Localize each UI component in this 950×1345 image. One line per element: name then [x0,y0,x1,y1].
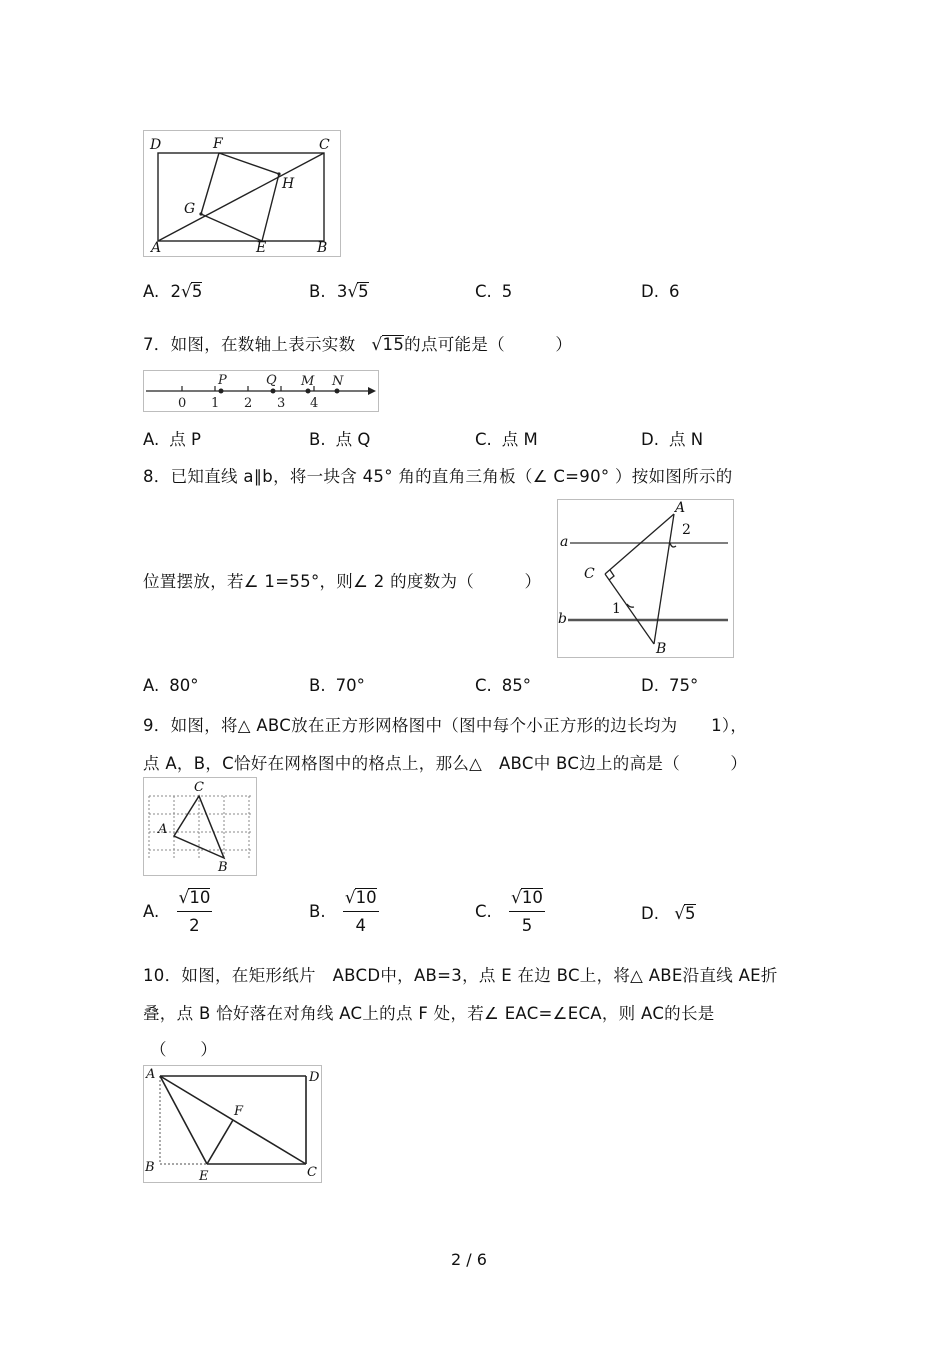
q9-figure-svg [144,778,256,875]
q6-figure [143,130,341,257]
q8-label-C: C [584,566,595,582]
q10-label-D: D [309,1070,320,1085]
q8-triangle-figure [557,499,734,658]
q8-option-b: B. 70° [309,676,365,695]
q8-label-angle-2: 2 [682,522,691,538]
q6-label-A: A [151,240,162,256]
q8-label-B: B [656,641,667,657]
q8-question-line1: 8．已知直线 a∥b，将一块含 45° 角的直角三角板（∠ C=90° ）按如图所示的 [143,467,733,486]
q7-point-P: P [218,373,227,388]
q8-label-angle-1: 1 [612,601,621,617]
q7-number-line-svg [144,371,378,411]
q7-point-Q: Q [266,373,277,388]
q6-label-H: H [282,176,295,192]
q7-tick-2: 2 [244,396,253,411]
q6-label-E: E [256,240,267,256]
q6-option-d: D. 6 [641,282,680,301]
q6-label-C: C [319,137,330,153]
q9-label-A: A [158,822,168,837]
q8-option-a: A. 80° [143,676,199,695]
q9-label-C: C [194,780,204,795]
q10-label-B: B [145,1160,155,1175]
q6-option-b: B. 3√5 [309,282,369,302]
q10-label-F: F [234,1104,244,1119]
q7-option-c: C. 点 M [475,430,538,449]
q10-rectangle-figure [143,1065,322,1183]
q7-tick-0: 0 [178,396,187,411]
q10-label-C: C [307,1165,317,1180]
q8-label-A: A [675,500,686,516]
q10-label-A: A [146,1067,156,1082]
q10-question-line1: 10．如图，在矩形纸片 ABCD中，AB=3，点 E 在边 BC上，将△ ABE沿直线 AE折 [143,966,778,985]
q8-question-line2: 位置摆放，若∠ 1=55°，则∠ 2 的度数为（ ） [143,572,542,591]
q6-label-F: F [213,136,223,152]
q6-label-G: G [184,201,196,217]
q9-option-d: D. √5 [641,904,696,924]
q9-option-c: C. $\frac{√10}{5}$ [475,888,543,935]
q9-question-line2: 点 A，B，C恰好在网格图中的格点上，那么△ ABC中 BC边上的高是（ ） [143,754,748,773]
q7-tick-3: 3 [277,396,286,411]
q7-tick-1: 1 [211,396,220,411]
q7-option-d: D. 点 N [641,430,704,449]
q7-option-a: A. 点 P [143,430,201,449]
q9-label-B: B [218,860,228,875]
q7-option-b: B. 点 Q [309,430,371,449]
q7-point-N: N [332,374,344,389]
q8-label-line-b: b [558,611,567,627]
page-number: 2 / 6 [451,1250,487,1269]
q6-label-B: B [317,240,328,256]
q7-number-line-figure [143,370,379,412]
q6-figure-svg [144,131,340,256]
q8-figure-svg [558,500,733,657]
q8-label-line-a: a [560,534,569,550]
q7-tick-4: 4 [310,396,319,411]
q7-question: 7．如图，在数轴上表示实数 √15的点可能是（ ） [143,335,573,355]
q10-label-E: E [199,1169,209,1182]
q7-point-M: M [301,374,315,389]
q9-option-a: A. $\frac{√10}{2}$ [143,888,211,935]
q10-question-line2: 叠，点 B 恰好落在对角线 AC上的点 F 处，若∠ EAC=∠ECA，则 AC的长是 [143,1004,715,1023]
q10-figure-svg [144,1066,321,1182]
q6-option-c: C. 5 [475,282,513,301]
q8-option-c: C. 85° [475,676,532,695]
q9-option-b: B. $\frac{√10}{4}$ [309,888,377,935]
q6-option-a: A. 2√5 [143,282,203,302]
q6-label-D: D [150,137,162,153]
q8-option-d: D. 75° [641,676,699,695]
q9-question-line1: 9．如图，将△ ABC放在正方形网格图中（图中每个小正方形的边长均为 1）， [143,716,748,735]
q9-grid-figure [143,777,257,876]
q10-question-line3: （ ） [150,1040,218,1059]
